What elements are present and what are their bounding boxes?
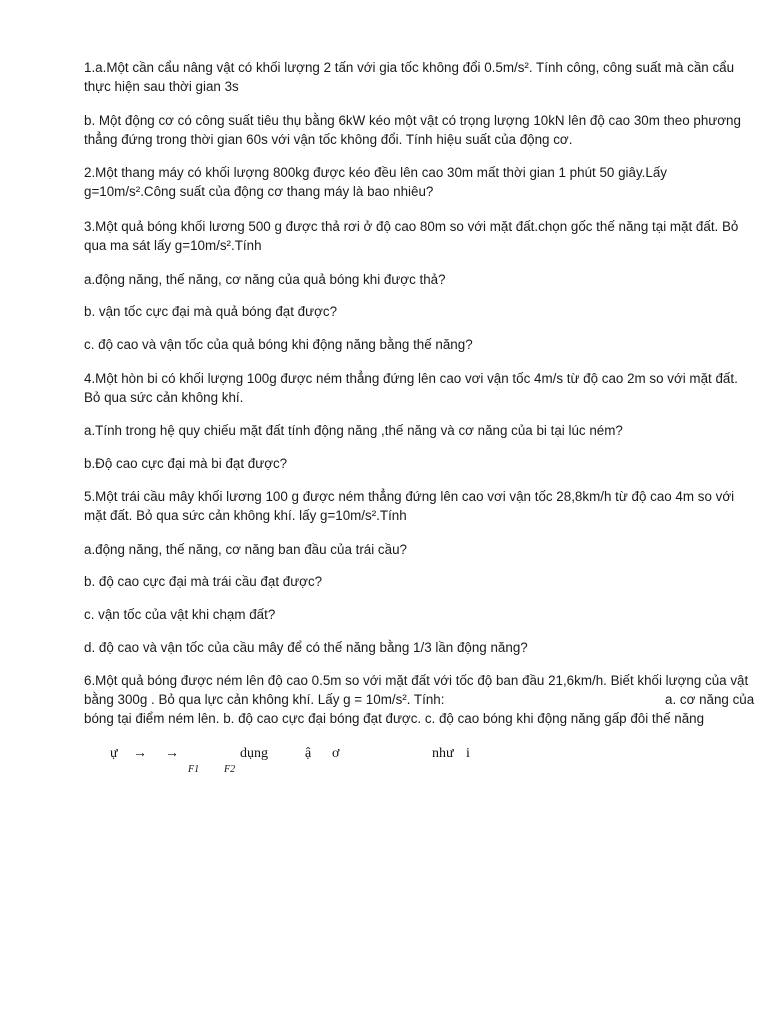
problem-4: 4.Một hòn bi có khối lượng 100g được ném thẳng đứng lên cao vơi vận tốc 4m/s từ độ cao 2m so với mặt đất. Bỏ qua sức cản không khí. [84,371,738,405]
problem-5a: a.động năng, thế năng, cơ năng ban đầu của trái cầu? [84,542,407,557]
formula-fragment: dụng [240,746,268,761]
problem-6-line-3: bóng tại điểm ném lên. b. độ cao cực đại bóng đạt được. c. độ cao bóng khi động năng gấp đôi thế năng [84,711,705,726]
problem-1b: b. Một động cơ có công suất tiêu thụ bằng 6kW kéo một vật có trọng lượng 10kN lên độ cao 30m theo phương thẳng đứng trong thời gian 60s với vận tốc không đổi. Tính hiệu suất của động cơ. [84,113,741,147]
problem-4b: b.Độ cao cực đại mà bi đạt được? [84,456,288,471]
formula-fragment: ậ [305,746,312,761]
problem-5d: d. độ cao và vận tốc của cầu mây để có thế năng bằng 1/3 lần động năng? [84,640,528,655]
problem-5c: c. vận tốc của vật khi chạm đất? [84,607,276,622]
vector-arrow: → [165,746,179,761]
problem-6-line-2-left: bằng 300g . Bỏ qua lực cản không khí. Lấy g = 10m/s². Tính: [84,692,445,707]
formula-fragment: i [466,746,470,761]
formula-fragment: ự [110,746,118,761]
problem-3b: b. vận tốc cực đại mà quả bóng đạt được? [84,304,338,319]
problem-4a: a.Tính trong hệ quy chiếu mặt đất tính động năng ,thế năng và cơ năng của bi tại lúc ném? [84,423,623,438]
problem-5: 5.Một trái cầu mây khối lương 100 g được ném thẳng đứng lên cao vơi vận tốc 28,8km/h từ độ cao 4m so với mặt đất. Bỏ qua sức cản không khí. lấy g=10m/s².Tính [84,489,735,523]
formula-fragment: như [432,746,454,761]
problem-6-line-1: 6.Một quả bóng được ném lên độ cao 0.5m so với mặt đất với tốc độ ban đầu 21,6km/h. Biết khối lượng của vật [84,673,749,688]
problem-6-line-2-right: a. cơ năng của [665,692,755,707]
formula-subscript: F1 [188,764,200,775]
problem-1a: 1.a.Một cần cẩu nâng vật có khối lượng 2 tấn với gia tốc không đổi 0.5m/s². Tính công, công suất mà cần cẩu thực hiện sau thời gian 3s [84,60,735,94]
problem-6-line-2 [84,691,756,710]
formula-fragment: ơ [332,746,340,761]
problem-2: 2.Một thang máy có khối lượng 800kg được kéo đều lên cao 30m mất thời gian 1 phút 50 giây.Lấy g=10m/s².Công suất của động cơ thang máy là bao nhiêu? [84,165,667,199]
problem-3c: c. độ cao và vận tốc của quả bóng khi động năng bằng thế năng? [84,337,473,352]
vector-arrow: → [133,746,147,761]
problem-3: 3.Một quả bóng khối lương 500 g được thả rơi ở độ cao 80m so với mặt đất.chọn gốc thế năng tại mặt đất. Bỏ qua ma sát lấy g=10m/s².Tính [84,219,739,253]
problem-3a: a.động năng, thế năng, cơ năng của quả bóng khi được thả? [84,272,446,287]
formula-subscript: F2 [224,764,236,775]
problem-5b: b. độ cao cực đại mà trái cầu đạt được? [84,574,323,589]
